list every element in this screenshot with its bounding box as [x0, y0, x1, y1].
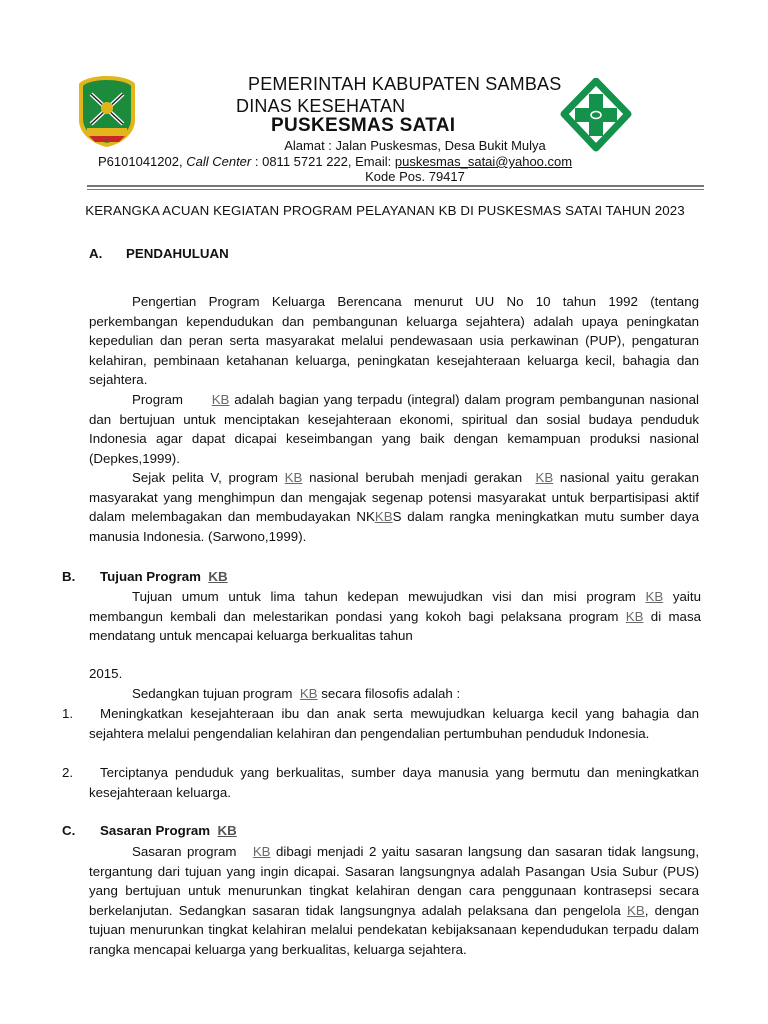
kb-link[interactable]: KB	[535, 470, 554, 485]
section-c-paragraph-1: Sasaran program KB dibagi menjadi 2 yaitu sasaran langsung dan sasaran tidak langsung, tergantung dari tujuan yang ingin dicapai. Sasaran langsungnya adalah Pasangan Usia Subur (PUS) yang bertujuan untuk menurunkan tingkat kelahiran dengan cara penggunaan kontrasepsi secara berkelanjutan. Sedangkan sasaran tidak langsungnya adalah pelaksana dan pengelola KB, dengan tujuan menurunkan tingkat kelahiran melalui pendekatan kebijaksanaan kependudukan terpadu dalam rangka mencapai keluarga yang berkualitas, keluarga sejahtera.	[89, 844, 700, 957]
address-line: Alamat : Jalan Puskesmas, Desa Bukit Mulya	[284, 138, 546, 153]
kb-link[interactable]: KB	[374, 509, 393, 524]
kb-link[interactable]: KB	[645, 589, 664, 604]
kb-link[interactable]: KB	[626, 902, 645, 918]
section-a-paragraph-2: Program KB adalah bagian yang terpadu (integral) dalam program pembangunan nasional dan bertujuan untuk menciptakan kesejahteraan ekonomi, spiritual dan sosial budaya penduduk Indonesia agar dapat dicapai keseimbangan yang baik dengan kemampuan produksi nasional (Depkes,1999).	[89, 392, 699, 466]
kb-link[interactable]: KB	[211, 392, 230, 407]
contact-info: : 0811 5721 222, Email:	[254, 154, 392, 169]
list-item-2: Terciptanya penduduk yang berkualitas, sumber daya manusia yang bermutu dan meningkatkan kesejahteraan keluarga.	[89, 765, 699, 800]
postal-code: Kode Pos. 79417	[365, 169, 465, 184]
kb-link[interactable]: KB	[625, 608, 644, 624]
government-name: PEMERINTAH KABUPATEN SAMBAS	[248, 74, 562, 94]
section-c-letter: C.	[62, 823, 76, 838]
section-a-paragraph-1: Pengertian Program Keluarga Berencana menurut UU No 10 tahun 1992 (tentang perkembangan kependudukan dan pembangunan keluarga sejahtera) adalah upaya peningkatan kepedulian dan peran serta masyarakat melalui pendewasaan usia perkawinan (PUP), pengaturan kelahiran, pembinaan ketahanan keluarga, peningkatan kesejahteraan keluarga kecil, bahagia dan sejahtera.	[89, 294, 699, 387]
kb-link[interactable]: KB	[208, 569, 228, 584]
list-number-2: 2.	[62, 765, 74, 780]
section-c-heading: Sasaran Program KB	[100, 823, 237, 838]
sambas-regency-emblem-icon	[77, 74, 137, 148]
section-b-letter: B.	[62, 569, 76, 584]
organization-name: PUSKESMAS SATAI	[271, 115, 456, 136]
section-a-paragraph-3: Sejak pelita V, program KB nasional berubah menjadi gerakan KB nasional yaitu gerakan masyarakat yang menghimpun dan mengajak segenap potensi masyarakat untuk berpartisipasi aktif dalam melembagakan dan membudayakan NKKBS dalam rangka meningkatkan mutu sumber daya manusia Indonesia. (Sarwono,1999).	[89, 470, 699, 544]
kb-link[interactable]: KB	[217, 823, 237, 838]
header-divider	[87, 185, 704, 187]
kb-link[interactable]: KB	[299, 686, 318, 701]
call-center-label: Call Center	[186, 154, 252, 169]
kb-link[interactable]: KB	[284, 470, 303, 485]
section-b-year: 2015.	[89, 666, 123, 681]
section-a-heading: PENDAHULUAN	[126, 246, 229, 261]
contact-line	[98, 154, 572, 169]
section-a-letter: A.	[89, 246, 103, 261]
list-item-1: Meningkatkan kesejahteraan ibu dan anak serta mewujudkan keluarga kecil yang bahagia dan sejahtera melalui pengendalian kelahiran dan pengendalian pertumbuhan penduduk Indonesia.	[89, 706, 699, 741]
org-code: P6101041202,	[98, 154, 183, 169]
department-name: DINAS KESEHATAN	[236, 96, 406, 116]
kb-link[interactable]: KB	[252, 844, 271, 859]
section-b-paragraph-1: Tujuan umum untuk lima tahun kedepan mewujudkan visi dan misi program KB yaitu membangun kembali dan melestarikan pondasi yang kokoh bagi pelaksana program KB di masa mendatang untuk mencapai keluarga berkualitas tahun	[89, 589, 701, 643]
section-b-heading: Tujuan Program KB	[100, 569, 228, 584]
list-number-1: 1.	[62, 706, 74, 721]
header-divider-thin	[87, 189, 704, 190]
section-b-paragraph-2: Sedangkan tujuan program KB secara filosofis adalah :	[132, 686, 461, 701]
email-link[interactable]: puskesmas_satai@yahoo.com	[394, 154, 573, 169]
document-title: KERANGKA ACUAN KEGIATAN PROGRAM PELAYANAN KB DI PUSKESMAS SATAI TAHUN 2023	[85, 203, 685, 218]
